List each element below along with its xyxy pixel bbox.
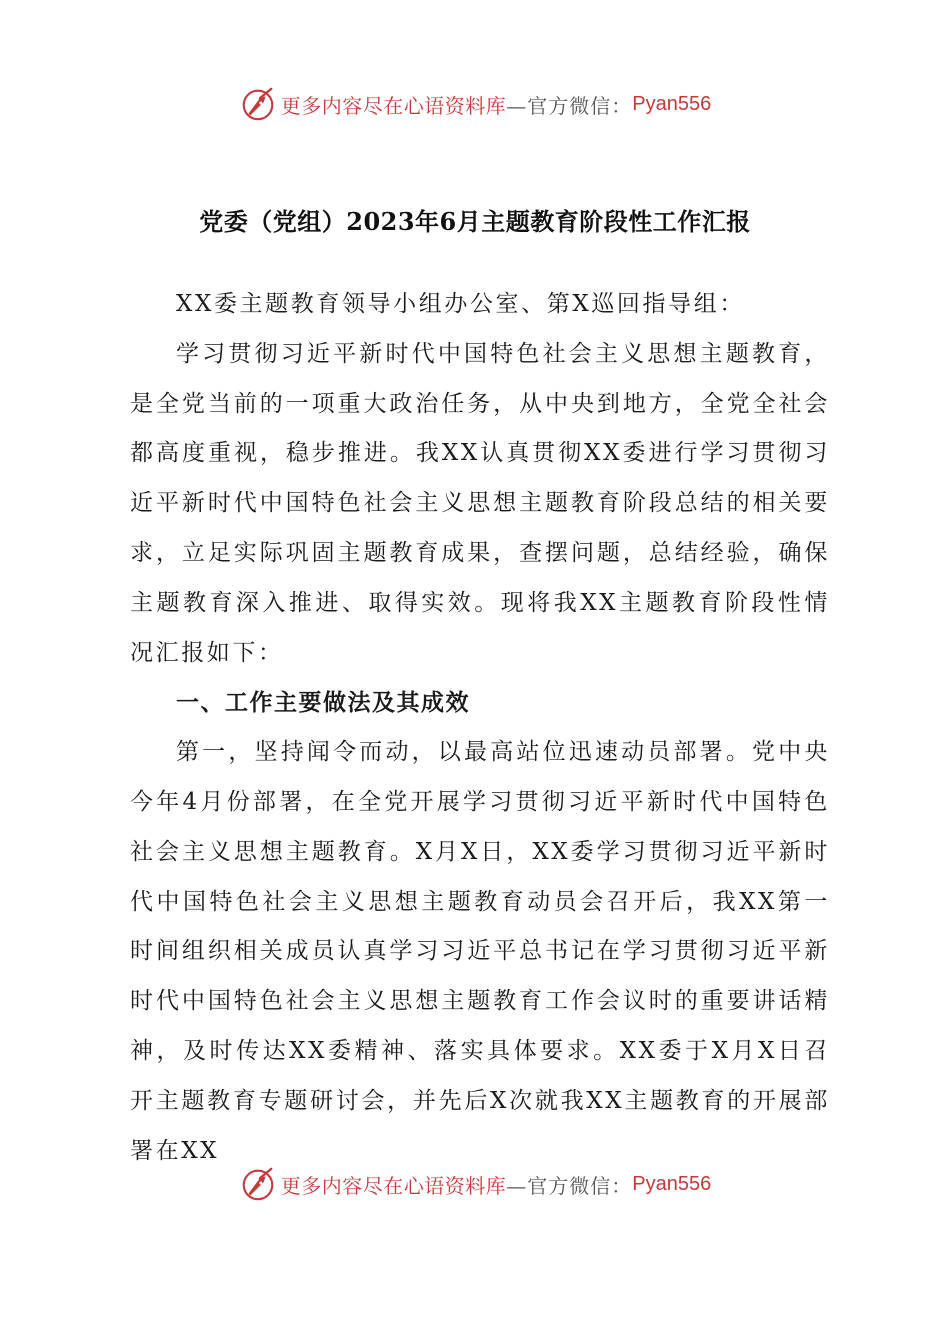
salutation: XX委主题教育领导小组办公室、第X巡回指导组：: [176, 291, 745, 317]
watermark-wechat-id: Pyan556: [632, 92, 712, 115]
header-watermark-banner: [0, 82, 950, 126]
footer-watermark-banner: [0, 1162, 950, 1206]
watermark-text: 更多内容尽在心语资料库: [280, 93, 507, 118]
watermark-wechat-label: —官方微信：: [506, 93, 633, 118]
document-body: [130, 280, 830, 1176]
watermark-text: 更多内容尽在心语资料库: [280, 1173, 507, 1198]
pen-nib-logo-icon: [239, 85, 277, 123]
section-heading: 一、工作主要做法及其成效: [176, 689, 470, 717]
pen-nib-logo-icon: [239, 1165, 277, 1203]
intro-paragraph: 学习贯彻习近平新时代中国特色社会主义思想主题教育，是全党当前的一项重大政治任务，从中央到地方，全党全社会都高度重视，稳步推进。我XX认真贯彻XX委进行学习贯彻习近平新时代中国特色社会主义思想主题教育阶段总结的相关要求，立足实际巩固主题教育成果，查摆问题，总结经验，确保主题教育深入推进、取得实效。现将我XX主题教育阶段性情况汇报如下：: [130, 340, 830, 666]
watermark-wechat-label: —官方微信：: [506, 1173, 633, 1198]
watermark-wechat-id: Pyan556: [632, 1172, 712, 1195]
document-title: 党委（党组）2023年6月主题教育阶段性工作汇报: [199, 207, 751, 236]
body-paragraph: 第一，坚持闻令而动，以最高站位迅速动员部署。党中央今年4月份部署，在全党开展学习贯彻习近平新时代中国特色社会主义思想主题教育。X月X日，XX委学习贯彻习近平新时代中国特色社会主义思想主题教育动员会召开后，我XX第一时间组织相关成员认真学习习近平总书记在学习贯彻习近平新时代中国特色社会主义思想主题教育工作会议时的重要讲话精神，及时传达XX委精神、落实具体要求。XX委于X月X日召开主题教育专题研讨会，并先后X次就我XX主题教育的开展部署在XX: [130, 739, 830, 1164]
